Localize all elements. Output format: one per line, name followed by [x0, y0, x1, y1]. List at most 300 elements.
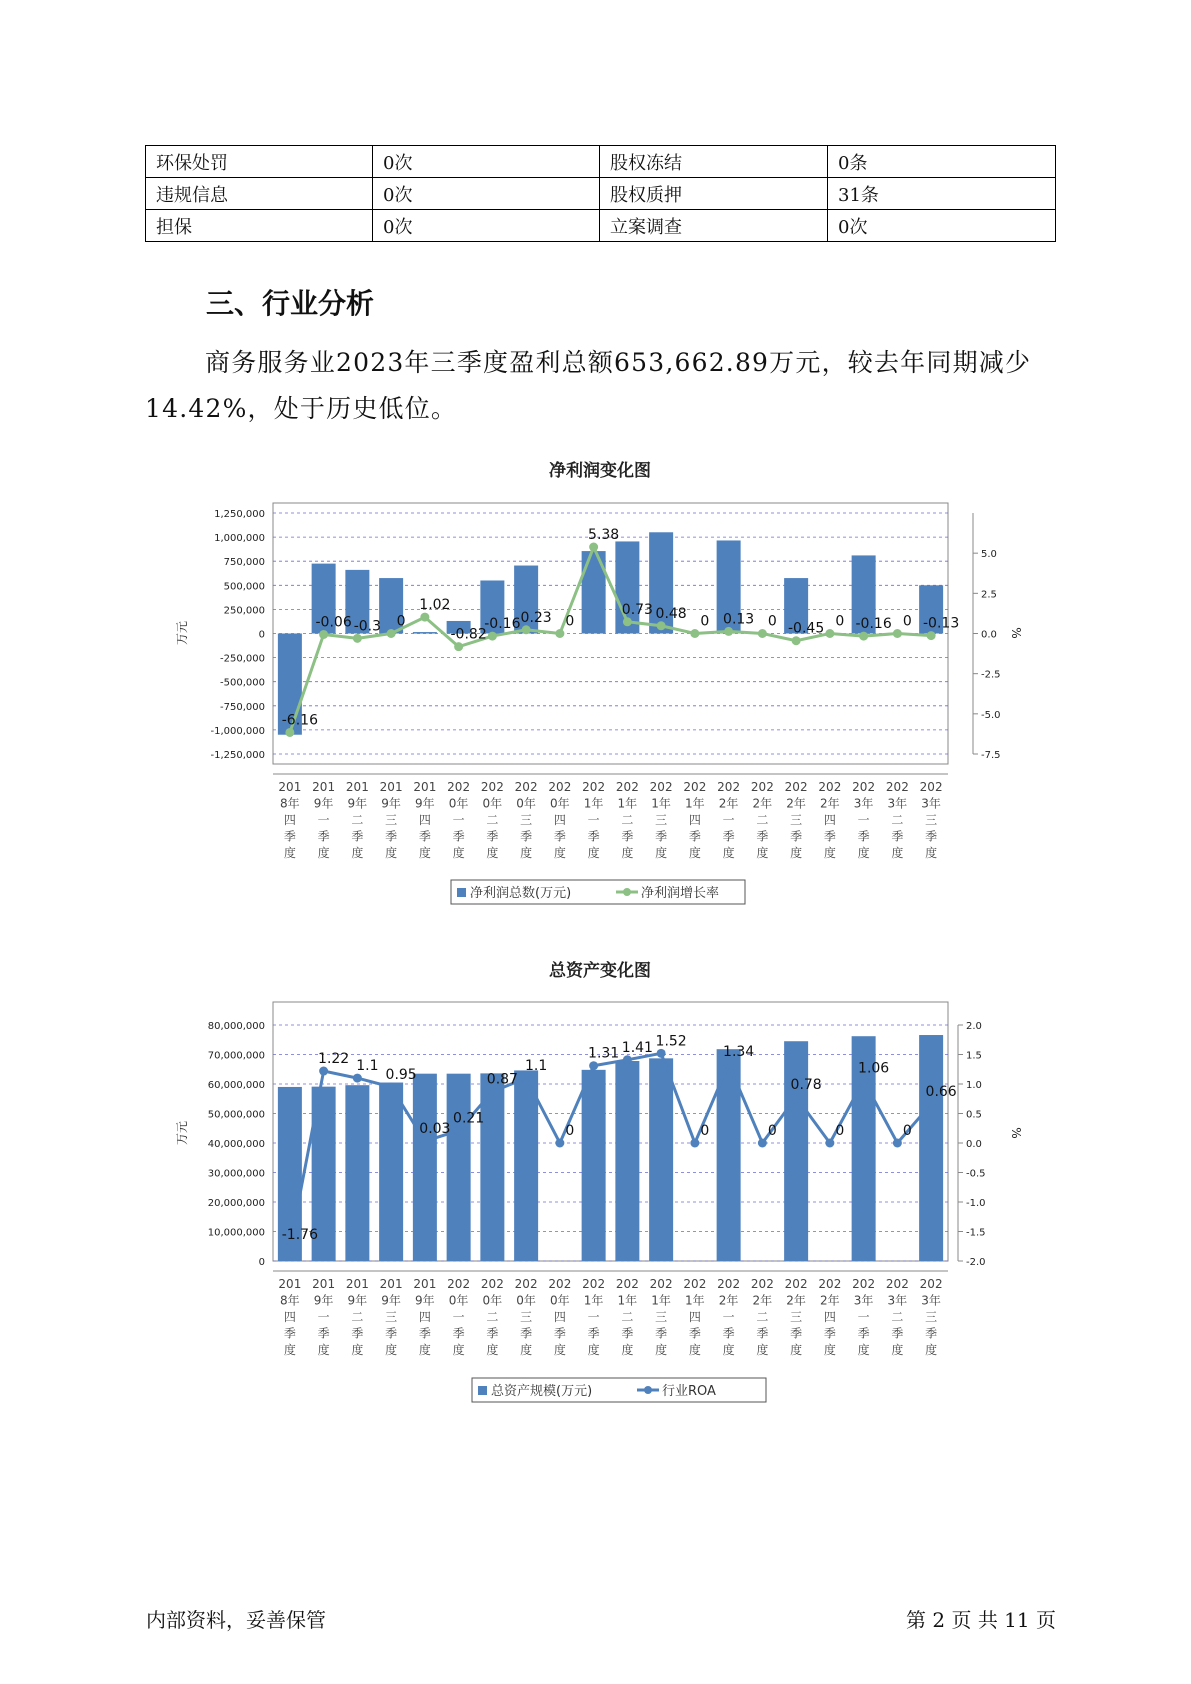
table-cell: 0次: [373, 146, 600, 178]
x-tick-label: 202: [548, 780, 572, 794]
line-point: [285, 1242, 294, 1251]
x-tick-label: 202: [784, 1277, 808, 1291]
x-tick-label: 202: [885, 1277, 909, 1291]
x-tick-label: 202: [615, 780, 639, 794]
x-tick-label: 四: [823, 1310, 836, 1324]
x-tick-label: 三: [520, 813, 533, 827]
total-assets-chart: [170, 958, 1040, 1408]
x-tick-label: 202: [649, 1277, 673, 1291]
table-cell: 立案调查: [600, 210, 828, 242]
data-label: 0: [565, 1123, 575, 1139]
data-label: 0.13: [723, 611, 755, 628]
y-tick-label: 1,250,000: [214, 509, 265, 520]
x-tick-label: 202: [615, 1277, 639, 1291]
x-tick-label: 0年: [482, 1293, 503, 1308]
y-tick-label: 60,000,000: [207, 1080, 265, 1091]
x-tick-label: 1年: [583, 1293, 604, 1308]
table-cell: 环保处罚: [146, 146, 373, 178]
line-point: [825, 629, 834, 638]
x-tick-label: 季: [891, 829, 904, 844]
x-tick-label: 2年: [820, 1293, 840, 1308]
line-point: [623, 617, 632, 626]
y-tick-label: -1,250,000: [210, 750, 265, 761]
x-tick-label: 201: [413, 780, 437, 794]
line-point: [792, 1092, 801, 1101]
x-tick-label: 度: [688, 846, 701, 860]
x-tick-label: 四: [418, 1310, 431, 1324]
x-tick-label: 度: [587, 1343, 600, 1357]
y-tick-label: -750,000: [220, 701, 265, 713]
line-point: [488, 632, 497, 641]
data-label: 1.02: [419, 597, 451, 614]
line-point: [792, 636, 801, 645]
x-tick-label: 2年: [820, 796, 840, 811]
footer-note: 内部资料，妥善保管: [146, 1608, 326, 1632]
x-tick-label: 201: [379, 1277, 403, 1291]
x-tick-label: 一: [857, 1310, 870, 1324]
x-tick-label: 三: [790, 813, 803, 827]
line-point: [589, 1061, 598, 1070]
line-point: [319, 630, 328, 639]
line-point: [859, 632, 868, 641]
x-tick-label: 0年: [448, 796, 469, 811]
x-tick-label: 季: [891, 1326, 904, 1341]
y2-tick-label: 0.0: [981, 629, 997, 641]
data-label: 1.06: [858, 1060, 890, 1077]
x-tick-label: 202: [683, 780, 707, 794]
data-label: 0.23: [520, 609, 552, 626]
line-point: [758, 1139, 767, 1148]
x-tick-label: 9年: [415, 796, 435, 811]
x-tick-label: 202: [750, 780, 774, 794]
table-row: [146, 178, 1056, 210]
section-paragraph: 商务服务业2023年三季度盈利总额653,662.89万元，较去年同期减少14.42%，处于历史低位。: [145, 348, 1032, 423]
line-point: [420, 613, 429, 622]
line-point: [657, 1049, 666, 1058]
line-point: [454, 642, 463, 651]
x-tick-label: 度: [520, 1343, 533, 1357]
data-label: 0: [902, 1123, 912, 1139]
x-tick-label: 202: [818, 780, 842, 794]
x-tick-label: 四: [553, 813, 566, 827]
line-point: [555, 1139, 564, 1148]
data-label: -0.16: [484, 616, 521, 633]
x-tick-label: 201: [278, 1277, 302, 1291]
data-label: 1.1: [356, 1058, 379, 1075]
line-point: [927, 1100, 936, 1109]
page-number: 第 2 页 共 11 页: [906, 1608, 1056, 1632]
x-tick-label: 3年: [921, 1293, 941, 1308]
x-tick-label: 1年: [685, 796, 705, 811]
line-point: [353, 1074, 362, 1083]
y2-tick-label: 0.0: [966, 1139, 982, 1150]
x-tick-label: 三: [925, 1310, 938, 1324]
x-tick-label: 201: [312, 780, 336, 794]
x-tick-label: 度: [553, 1343, 566, 1357]
data-label: -6.16: [281, 712, 318, 729]
y-tick-label: 1,000,000: [214, 533, 265, 545]
x-tick-label: 度: [283, 846, 296, 860]
y2-tick-label: 2.5: [981, 589, 997, 601]
y2-tick-label: 2.0: [966, 1021, 982, 1032]
x-tick-label: 度: [418, 846, 431, 860]
x-tick-label: 3年: [853, 796, 874, 811]
x-tick-label: 1年: [617, 796, 638, 811]
table-cell: 股权冻结: [600, 146, 828, 178]
x-tick-label: 季: [520, 829, 533, 844]
bar: [379, 1083, 403, 1261]
x-tick-label: 2年: [752, 1293, 773, 1308]
x-tick-label: 度: [756, 846, 769, 860]
bar: [514, 1070, 538, 1261]
x-tick-label: 201: [345, 780, 369, 794]
x-tick-label: 2年: [718, 1293, 739, 1308]
x-tick-label: 季: [351, 829, 364, 844]
x-tick-label: 度: [317, 1343, 330, 1357]
x-tick-label: 0年: [516, 1293, 536, 1308]
x-tick-label: 度: [351, 846, 364, 860]
x-tick-label: 季: [452, 1326, 465, 1341]
data-label: 0: [396, 613, 406, 630]
x-tick-label: 一: [722, 813, 735, 827]
y-tick-label: 70,000,000: [207, 1050, 265, 1062]
y2-tick-label: -5.0: [981, 709, 1001, 721]
data-label: 0: [835, 1123, 845, 1139]
x-tick-label: 度: [385, 1343, 398, 1357]
x-tick-label: 201: [379, 780, 403, 794]
x-tick-label: 9年: [347, 796, 368, 811]
legend-swatch-bar: [457, 888, 466, 897]
x-tick-label: 度: [722, 1343, 735, 1357]
x-tick-label: 201: [345, 1277, 369, 1291]
x-tick-label: 季: [790, 1326, 803, 1341]
x-tick-label: 度: [553, 846, 566, 860]
bar: [413, 632, 437, 634]
x-tick-label: 9年: [313, 796, 334, 811]
x-tick-label: 度: [756, 1343, 769, 1357]
x-tick-label: 季: [317, 1326, 330, 1341]
x-tick-label: 一: [452, 1310, 465, 1324]
line-point: [724, 627, 733, 636]
x-tick-label: 0年: [516, 796, 536, 811]
x-tick-label: 202: [582, 1277, 606, 1291]
data-label: -0.16: [855, 616, 892, 633]
x-tick-label: 9年: [381, 1293, 401, 1308]
x-tick-label: 二: [351, 1310, 364, 1324]
x-tick-label: 季: [857, 1326, 870, 1341]
x-tick-label: 0年: [550, 796, 570, 811]
x-tick-label: 度: [486, 846, 499, 860]
x-tick-label: 一: [587, 813, 600, 827]
x-tick-label: 度: [891, 846, 904, 860]
x-tick-label: 季: [621, 1326, 634, 1341]
data-label: 0: [700, 613, 710, 630]
y-tick-label: 30,000,000: [207, 1168, 265, 1180]
x-tick-label: 度: [857, 1343, 870, 1357]
y-tick-label: 40,000,000: [207, 1139, 265, 1150]
legend-label: 净利润总数(万元): [470, 886, 572, 901]
x-tick-label: 8年: [280, 796, 300, 811]
x-tick-label: 季: [790, 829, 803, 844]
x-tick-label: 202: [852, 1277, 876, 1291]
x-tick-label: 度: [452, 846, 465, 860]
data-label: 1.22: [318, 1051, 350, 1068]
x-tick-label: 一: [857, 813, 870, 827]
x-tick-label: 202: [852, 780, 876, 794]
y-tick-label: 50,000,000: [207, 1109, 265, 1121]
x-tick-label: 季: [823, 829, 836, 844]
table-row: [146, 210, 1056, 242]
bar: [784, 1041, 808, 1261]
x-tick-label: 202: [818, 1277, 842, 1291]
x-tick-label: 季: [857, 829, 870, 844]
x-tick-label: 度: [317, 846, 330, 860]
y-tick-label: 750,000: [223, 557, 265, 569]
section-title: 三、行业分析: [206, 287, 375, 320]
x-tick-label: 四: [553, 1310, 566, 1324]
y-tick-label: 250,000: [223, 605, 265, 617]
x-tick-label: 三: [925, 813, 938, 827]
x-tick-label: 一: [317, 1310, 330, 1324]
x-tick-label: 季: [486, 829, 499, 844]
data-label: 0.21: [453, 1110, 485, 1127]
x-tick-label: 季: [385, 829, 398, 844]
x-tick-label: 度: [790, 846, 803, 860]
data-label: -0.82: [450, 626, 487, 643]
line-point: [555, 629, 564, 638]
line-point: [420, 1137, 429, 1146]
x-tick-label: 9年: [415, 1293, 435, 1308]
table-cell: 担保: [146, 210, 373, 242]
x-tick-label: 季: [756, 1326, 769, 1341]
x-tick-label: 度: [283, 1343, 296, 1357]
x-tick-label: 季: [688, 1326, 701, 1341]
x-tick-label: 季: [655, 1326, 668, 1341]
line-point: [758, 629, 767, 638]
x-tick-label: 1年: [651, 1293, 671, 1308]
x-tick-label: 度: [823, 846, 836, 860]
x-tick-label: 四: [283, 813, 296, 827]
x-tick-label: 季: [688, 829, 701, 844]
x-tick-label: 9年: [347, 1293, 368, 1308]
x-tick-label: 201: [278, 780, 302, 794]
x-tick-label: 季: [823, 1326, 836, 1341]
x-tick-label: 度: [385, 846, 398, 860]
y-tick-label: -500,000: [220, 677, 265, 689]
x-tick-label: 202: [514, 780, 538, 794]
x-tick-label: 度: [925, 846, 938, 860]
table-cell: 违规信息: [146, 178, 373, 210]
x-tick-label: 201: [413, 1277, 437, 1291]
x-tick-label: 季: [283, 1326, 296, 1341]
x-tick-label: 202: [480, 780, 504, 794]
y2-tick-label: 0.5: [966, 1109, 982, 1121]
table-cell: 股权质押: [600, 178, 828, 210]
line-point: [353, 634, 362, 643]
legend-swatch-marker: [644, 1386, 652, 1394]
x-tick-label: 1年: [651, 796, 671, 811]
info-table: [145, 145, 1056, 242]
y-tick-label: -1,000,000: [210, 725, 265, 737]
y2-tick-label: -1.0: [966, 1198, 986, 1209]
x-tick-label: 季: [925, 1326, 938, 1341]
y-tick-label: -250,000: [220, 653, 265, 665]
line-point: [387, 1082, 396, 1091]
data-label: 0: [700, 1123, 710, 1139]
x-tick-label: 202: [717, 1277, 741, 1291]
y2-tick-label: -2.0: [966, 1257, 986, 1268]
bar: [649, 1058, 673, 1261]
x-tick-label: 一: [587, 1310, 600, 1324]
y2-axis-label: %: [1009, 627, 1023, 639]
x-tick-label: 季: [925, 829, 938, 844]
x-tick-label: 202: [750, 1277, 774, 1291]
data-label: 0: [767, 613, 777, 630]
data-label: -0.13: [923, 615, 960, 632]
y-axis-label: 万元: [175, 1120, 189, 1146]
data-label: 0.95: [385, 1066, 417, 1083]
x-tick-label: 度: [418, 1343, 431, 1357]
x-tick-label: 季: [486, 1326, 499, 1341]
x-tick-label: 3年: [853, 1293, 874, 1308]
bar: [447, 1074, 471, 1261]
x-tick-label: 度: [621, 846, 634, 860]
x-tick-label: 三: [385, 1310, 398, 1324]
x-tick-label: 度: [587, 846, 600, 860]
line-point: [589, 543, 598, 552]
legend-label: 总资产规模(万元): [491, 1384, 593, 1399]
x-tick-label: 三: [385, 813, 398, 827]
x-tick-label: 季: [520, 1326, 533, 1341]
x-tick-label: 四: [823, 813, 836, 827]
data-label: 0.73: [621, 601, 653, 618]
x-tick-label: 202: [548, 1277, 572, 1291]
x-tick-label: 度: [655, 1343, 668, 1357]
bar: [582, 1070, 606, 1261]
x-tick-label: 1年: [685, 1293, 705, 1308]
table-cell: 31条: [828, 178, 1056, 210]
data-label: 1.34: [723, 1043, 755, 1060]
x-tick-label: 度: [722, 846, 735, 860]
x-tick-label: 季: [722, 829, 735, 844]
y2-axis-label: %: [1009, 1127, 1023, 1139]
line-point: [893, 629, 902, 638]
x-tick-label: 8年: [280, 1293, 300, 1308]
bar: [413, 1074, 437, 1261]
x-tick-label: 季: [283, 829, 296, 844]
x-tick-label: 0年: [448, 1293, 469, 1308]
x-tick-label: 季: [553, 829, 566, 844]
legend-swatch-bar: [478, 1386, 487, 1395]
x-tick-label: 季: [756, 829, 769, 844]
data-label: 1.31: [588, 1045, 620, 1062]
y-tick-label: 80,000,000: [207, 1021, 265, 1032]
data-label: 1.52: [655, 1033, 687, 1050]
y-axis-label: 万元: [175, 620, 189, 646]
x-tick-label: 201: [312, 1277, 336, 1291]
line-point: [285, 728, 294, 737]
data-label: 5.38: [588, 527, 620, 544]
bar: [615, 1061, 639, 1261]
chart-title: 净利润变化图: [549, 461, 651, 481]
x-tick-label: 202: [919, 1277, 943, 1291]
x-tick-label: 季: [655, 829, 668, 844]
net-profit-chart: [170, 458, 1040, 908]
y-tick-label: 20,000,000: [207, 1198, 265, 1209]
x-tick-label: 季: [587, 829, 600, 844]
data-label: 0.87: [486, 1071, 518, 1088]
x-tick-label: 四: [283, 1310, 296, 1324]
x-tick-label: 度: [891, 1343, 904, 1357]
x-tick-label: 0年: [482, 796, 503, 811]
data-label: -0.45: [788, 620, 825, 637]
y2-tick-label: -2.5: [981, 669, 1001, 681]
bar: [345, 1085, 369, 1261]
x-tick-label: 2年: [718, 796, 739, 811]
x-tick-label: 度: [857, 846, 870, 860]
x-tick-label: 度: [688, 1343, 701, 1357]
line-point: [488, 1087, 497, 1096]
x-tick-label: 1年: [617, 1293, 638, 1308]
data-label: 1.41: [621, 1039, 653, 1056]
x-tick-label: 202: [649, 780, 673, 794]
data-label: 0: [565, 613, 575, 630]
plot-area: [273, 1002, 948, 1261]
x-tick-label: 季: [587, 1326, 600, 1341]
y-tick-label: 0: [258, 1257, 265, 1268]
x-tick-label: 季: [452, 829, 465, 844]
table-cell: 0次: [373, 178, 600, 210]
table-row: [146, 146, 1056, 178]
x-tick-label: 季: [317, 829, 330, 844]
x-tick-label: 二: [621, 1310, 634, 1324]
x-tick-label: 四: [688, 813, 701, 827]
x-tick-label: 四: [418, 813, 431, 827]
x-tick-label: 202: [480, 1277, 504, 1291]
legend-swatch-marker: [623, 888, 631, 896]
data-label: -0.3: [353, 618, 382, 635]
x-tick-label: 202: [717, 780, 741, 794]
data-label: -0.06: [315, 614, 352, 631]
x-tick-label: 3年: [921, 796, 941, 811]
line-point: [893, 1139, 902, 1148]
data-label: 0.03: [419, 1121, 451, 1138]
y2-tick-label: 1.5: [966, 1050, 982, 1062]
x-tick-label: 度: [621, 1343, 634, 1357]
data-label: 0.48: [655, 605, 687, 622]
data-label: 0.66: [925, 1084, 957, 1101]
x-tick-label: 202: [514, 1277, 538, 1291]
line-point: [522, 625, 531, 634]
x-tick-label: 三: [655, 813, 668, 827]
y2-tick-label: -7.5: [981, 750, 1001, 761]
x-tick-label: 度: [520, 846, 533, 860]
x-tick-label: 度: [351, 1343, 364, 1357]
data-label: -1.76: [281, 1226, 318, 1243]
x-tick-label: 二: [351, 813, 364, 827]
x-tick-label: 202: [885, 780, 909, 794]
x-tick-label: 季: [621, 829, 634, 844]
x-tick-label: 202: [447, 1277, 471, 1291]
x-tick-label: 1年: [583, 796, 604, 811]
x-tick-label: 一: [452, 813, 465, 827]
x-tick-label: 202: [784, 780, 808, 794]
x-tick-label: 一: [722, 1310, 735, 1324]
x-tick-label: 0年: [550, 1293, 570, 1308]
x-tick-label: 二: [891, 813, 904, 827]
x-tick-label: 二: [756, 1310, 769, 1324]
x-tick-label: 3年: [887, 1293, 908, 1308]
